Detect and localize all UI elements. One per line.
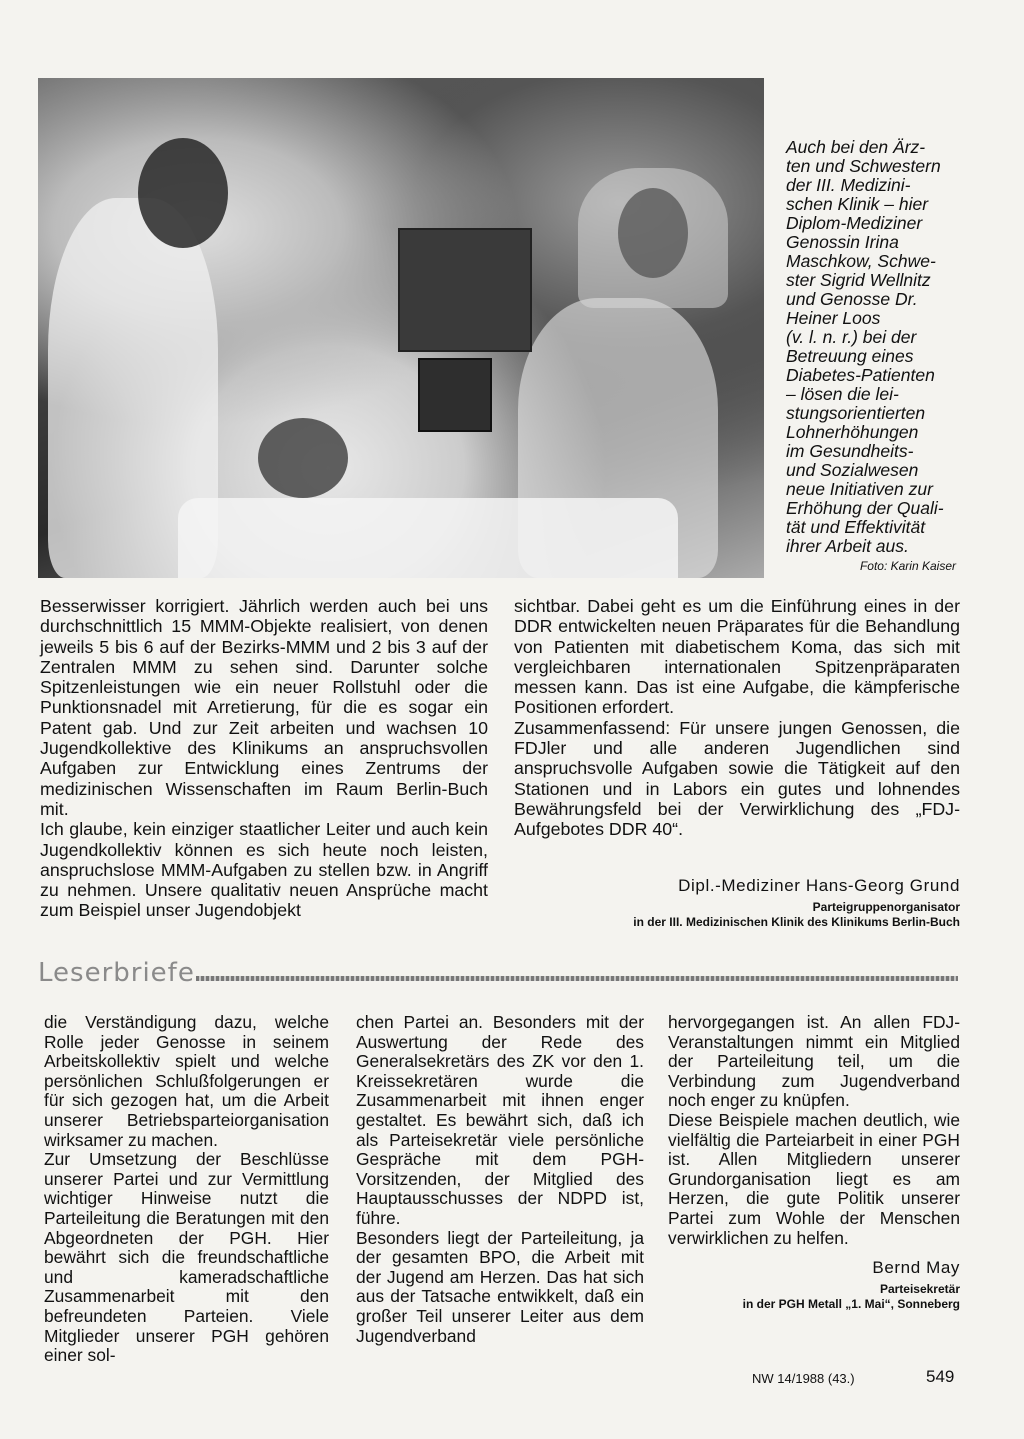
photo-caption-text: Auch bei den Ärz- ten und Schwestern der III. Medizini- schen Klinik – hier Diplom-Mediziner Genossin Irina Maschkow, Schwe- ster Sigrid Wellnitz und Genosse Dr. Heiner Loos (v. l. n. r.) bei der Betreuung eines Diabetes-Patienten – lösen die lei- stungsorientierten Lohnerhöhungen im Gesundheits- und Sozialwesen neue Initiativen zur Erhöhung der Quali- tät und Effektivität ihrer Arbeit aus. (786, 137, 944, 556)
paragraph: Diese Beispiele machen deutlich, wie vielfältig die Parteiarbeit in einer PGH ist. Allen Mitgliedern unserer Grundorganisation liegt es am Herzen, die gute Politik unserer Partei zum Wohle der Menschen verwirklichen zu helfen. (668, 1109, 960, 1248)
paragraph: Zur Umsetzung der Beschlüsse unserer Partei und zur Vermittlung wichtiger Hinweise nutzt die Parteileitung die Beratungen mit den Abgeordneten der PGH. Hier bewährt sich die freundschaftliche und kameradschaftliche Zusammenarbeit mit den befreundeten Parteien. Viele Mitglieder unserer PGH gehören einer sol- (44, 1149, 329, 1366)
letter-column-3 (668, 1013, 960, 1248)
page-number: 549 (926, 1367, 955, 1386)
paragraph: Besonders liegt der Parteileitung, ja der gesamten BPO, die Arbeit mit der Jugend am Herzen. Das hat sich aus der Tatsache entwikkelt, daß ein großer Teil unserer Leiter aus dem Jugendverband (356, 1227, 644, 1346)
article-author-name: Dipl.-Mediziner Hans-Georg Grund (678, 876, 960, 895)
issue-number: NW 14/1988 (43.) (752, 1371, 855, 1386)
letter-author-name: Bernd May (872, 1258, 960, 1277)
section-divider (196, 976, 958, 981)
paragraph: hervorgegangen ist. An allen FDJ-Veranstaltungen nimmt ein Mitglied der Parteileitung teil, um die Verbindung zum Jugendverband noch enger zu knüpfen. (668, 1012, 960, 1111)
paragraph: Besserwisser korrigiert. Jährlich werden auch bei uns durchschnittlich 15 MMM-Objekte realisiert, von denen jeweils 5 bis 6 auf der Bezirks-MMM und 2 bis 3 auf der Zentralen MMM zu sehen sind. Darunter solche Spitzenleistungen wie ein neuer Rollstuhl oder die Punktionsnadel mit Arretierung, für die es sogar ein Patent gab. Und zur Zeit arbeiten und wachsen 10 Jugendkollektive des Klinikums an anspruchsvollen Aufgaben zur Entwicklung eines Zentrums der medizinischen Wissenschaften im Raum Berlin-Buch mit. (40, 596, 488, 819)
article-column-left (40, 596, 488, 921)
article-author-role-line: Parteigruppenorganisator (812, 900, 960, 914)
section-title: Leserbriefe (38, 958, 195, 988)
letter-author-role-line: Parteisekretär (879, 1282, 960, 1296)
paragraph: chen Partei an. Besonders mit der Auswertung der Rede des Generalsekretärs des ZK vor den 1. Kreissekretären wurde die Zusammenarbeit mit ihnen enger gestaltet. Es bewährt sich, daß ich als Parteisekretär viele persönliche Gespräche mit dem PGH-Vorsitzenden, der Mitglied des Hauptausschusses der NDPD ist, führe. (356, 1012, 644, 1228)
letter-column-1 (44, 1013, 329, 1366)
article-author-role (633, 900, 960, 930)
paragraph: die Verständigung dazu, welche Rolle jeder Genosse in seinem Arbeitskollektiv spielt und welche persönlichen Schlußfolgerungen er für sich gezogen hat, um die Arbeit unserer Betriebsparteiorganisation wirksamer zu machen. (44, 1012, 329, 1150)
paragraph: sichtbar. Dabei geht es um die Einführung eines in der DDR entwickelten neuen Präparates für die Behandlung von Patienten mit diabetischem Koma, das sich mit vergleichbaren internationalen Spitzenpräparaten messen kann. Das ist eine Aufgabe, die kämpferische Positionen erfordert. (514, 596, 960, 718)
photo-credit: Foto: Karin Kaiser (859, 559, 956, 573)
letter-author-role-line: in der PGH Metall „1. Mai“, Sonneberg (742, 1297, 960, 1311)
letter-column-2 (356, 1013, 644, 1346)
letter-author-role (743, 1282, 960, 1312)
photo (38, 78, 764, 578)
photo-caption (786, 138, 974, 556)
paragraph: Zusammenfassend: Für unsere jungen Genossen, die FDJler und alle anderen Jugendlichen sind anspruchsvolle Aufgaben sowie die Tätigkeit auf den Stationen und in Labors ein gutes und lohnendes Bewährungsfeld bei der Verwirklichung des „FDJ-Aufgebotes DDR 40“. (514, 717, 960, 840)
paragraph: Ich glaube, kein einziger staatlicher Leiter und auch kein Jugendkollektiv können es sich heute noch leisten, anspruchslose MMM-Aufgaben zu stellen bzw. in Angriff zu nehmen. Unsere qualitativ neuen Ansprüche macht zum Beispiel unser Jugendobjekt (40, 819, 488, 921)
article-author-role-line: in der III. Medizinischen Klinik des Klinikums Berlin-Buch (633, 915, 960, 929)
article-column-right (514, 596, 960, 840)
